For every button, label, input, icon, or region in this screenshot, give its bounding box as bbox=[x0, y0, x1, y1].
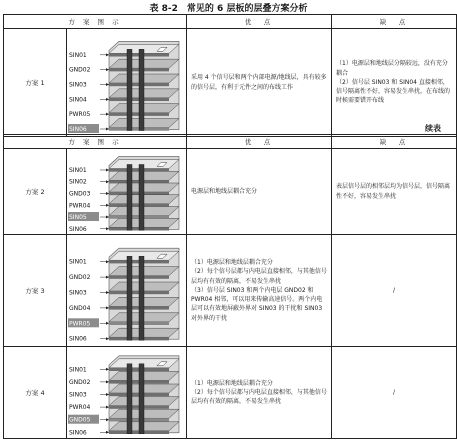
stackup-diagram bbox=[67, 235, 187, 347]
list-item: （3）信号层 SIN03 和两个内电层 GND02 和 PWR04 相邻，可以用来传输高速信号。两个内电层可以有效地屏蔽外界对 SIN03 的干扰和 SIN03 对外界的干扰 bbox=[191, 286, 323, 322]
layer-label: SIN06 bbox=[69, 225, 87, 233]
advantages-cell bbox=[187, 149, 332, 235]
layer-label: GND02 bbox=[69, 378, 91, 386]
layer-label: SIN03 bbox=[69, 391, 87, 398]
arrow-icon bbox=[106, 53, 109, 56]
arrow-icon bbox=[106, 291, 109, 294]
arrow-icon bbox=[106, 306, 109, 309]
via bbox=[139, 363, 144, 433]
table-caption: 表 8-2 常见的 6 层板的层叠方案分析 bbox=[149, 4, 308, 14]
arrow-icon bbox=[106, 418, 109, 421]
disadvantages-header: 缺 点 bbox=[332, 15, 457, 29]
layer-label: SIN01 bbox=[69, 258, 87, 266]
scheme-name: 方案 1 bbox=[4, 29, 67, 137]
advantages-cell bbox=[187, 29, 332, 137]
layer-label: SIN01 bbox=[69, 166, 87, 174]
list-item: （2）信号层 SIN03 和 SIN04 直接相邻，信号隔离性不好，容易发生串扰，在布线的时候需要错开布线 bbox=[336, 78, 451, 105]
stackup-table-part1 bbox=[3, 14, 457, 137]
layer-label: GND04 bbox=[69, 304, 91, 312]
disadvantages-cell bbox=[332, 235, 457, 347]
advantages-header: 优 点 bbox=[187, 15, 332, 29]
layer-label: SIN01 bbox=[69, 365, 87, 373]
layer-label: SIN03 bbox=[69, 289, 87, 296]
list-item: （1）电源层和地线层分隔较远，没有充分耦合 bbox=[336, 60, 448, 77]
arrow-icon bbox=[106, 192, 109, 195]
layer-label: SIN01 bbox=[69, 51, 87, 59]
layer-label: SIN06 bbox=[69, 125, 87, 133]
advantages-cell bbox=[187, 347, 332, 439]
via bbox=[127, 49, 132, 130]
arrow-icon bbox=[106, 393, 109, 396]
arrow-icon bbox=[106, 203, 109, 206]
disadvantages-header: 缺 点 bbox=[332, 135, 457, 149]
layer-label: GND02 bbox=[69, 273, 91, 281]
list-item: / bbox=[393, 388, 396, 396]
scheme-name: 方案 2 bbox=[4, 149, 67, 235]
layer-label: SIN03 bbox=[69, 81, 87, 88]
arrow-icon bbox=[106, 430, 109, 433]
table-row bbox=[4, 149, 457, 235]
stackup-diagram bbox=[67, 347, 187, 439]
arrow-icon bbox=[106, 83, 109, 86]
layer-label: SIN04 bbox=[69, 95, 87, 103]
arrow-icon bbox=[106, 215, 109, 218]
stackup-diagram bbox=[67, 149, 187, 235]
list-item: （1）电源层和地线层耦合充分 bbox=[191, 258, 273, 266]
disadvantages-cell bbox=[332, 29, 457, 137]
disadvantages-cell bbox=[332, 149, 457, 235]
diagram-header: 方 案 图 示 bbox=[4, 15, 187, 29]
diagram-header: 方 案 图 示 bbox=[4, 135, 187, 149]
via bbox=[127, 256, 132, 340]
layer-label: PWR04 bbox=[69, 201, 91, 209]
disadvantages-cell bbox=[332, 347, 457, 439]
scheme-name: 方案 3 bbox=[4, 235, 67, 347]
arrow-icon bbox=[106, 68, 109, 71]
continued-label: 续表 bbox=[425, 124, 441, 133]
list-item: （2）每个信号层都与内电层直接相邻，与其他信号层均有有效的隔离，不易发生串扰 bbox=[191, 268, 327, 285]
layer-label: GND02 bbox=[69, 66, 91, 74]
list-item: 采用 4 个信号层和两个内部电源/地线层，具有较多的信号层，有利于元件之间的布线工作 bbox=[191, 74, 327, 91]
layer-label: SIN06 bbox=[69, 335, 87, 343]
layer-label: PWR05 bbox=[69, 110, 91, 118]
via bbox=[139, 49, 144, 130]
advantages-cell bbox=[187, 235, 332, 347]
arrow-icon bbox=[106, 380, 109, 383]
arrow-icon bbox=[106, 405, 109, 408]
layer-label: GND05 bbox=[69, 416, 91, 424]
arrow-icon bbox=[106, 168, 109, 171]
list-item: （1）电源层和地线层耦合充分 bbox=[191, 379, 273, 387]
arrow-icon bbox=[106, 337, 109, 340]
layer-label: GND03 bbox=[69, 190, 91, 197]
layer-label: SIN05 bbox=[69, 213, 87, 221]
via bbox=[127, 363, 132, 433]
arrow-icon bbox=[106, 180, 109, 183]
table-row bbox=[4, 347, 457, 439]
scheme-name: 方案 4 bbox=[4, 347, 67, 439]
list-item: （2）每个信号层都与内电层直接相邻，与其他信号层均有有效的隔离，不易发生串扰 bbox=[191, 388, 327, 406]
list-item: 表层信号层的相邻层均为信号层，信号隔离性不好，容易发生串扰 bbox=[336, 183, 451, 200]
via bbox=[127, 164, 132, 230]
advantages-header: 优 点 bbox=[187, 135, 332, 149]
table-row bbox=[4, 235, 457, 347]
stackup-diagram bbox=[67, 29, 187, 137]
arrow-icon bbox=[106, 275, 109, 278]
layer-label: PWR05 bbox=[69, 319, 91, 327]
arrow-icon bbox=[106, 321, 109, 324]
arrow-icon bbox=[106, 260, 109, 263]
list-item: 电源层和地线层耦合充分 bbox=[191, 187, 258, 195]
via bbox=[139, 164, 144, 230]
table-row bbox=[4, 29, 457, 137]
arrow-icon bbox=[106, 227, 109, 230]
stackup-table-part2 bbox=[3, 134, 457, 439]
layer-label: SIN06 bbox=[69, 428, 87, 436]
via bbox=[139, 256, 144, 340]
layer-label: PWR04 bbox=[69, 403, 91, 411]
list-item: / bbox=[393, 286, 396, 294]
layer-label: SIN02 bbox=[69, 178, 87, 186]
arrow-icon bbox=[106, 367, 109, 370]
arrow-icon bbox=[106, 112, 109, 115]
arrow-icon bbox=[106, 97, 109, 100]
arrow-icon bbox=[106, 127, 109, 130]
